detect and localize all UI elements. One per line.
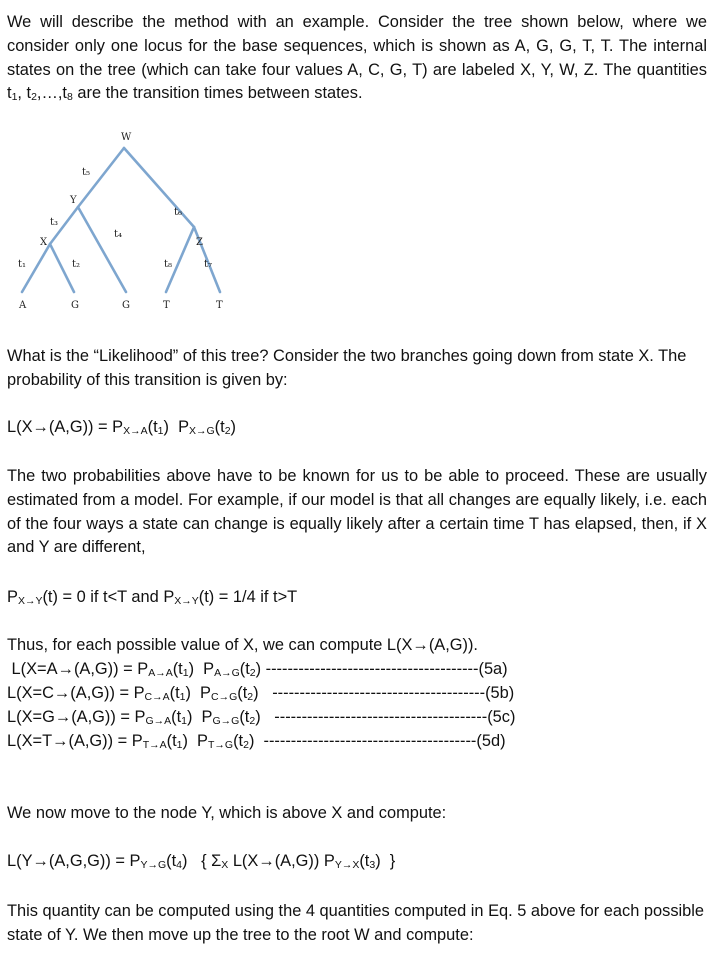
equation-5a: L(X=A→(A,G)) = PA→A(t1) PA→G(t2) ---------------------------------------(5a)	[7, 660, 508, 679]
equation-tag-5a: (5a)	[478, 660, 508, 678]
final-paragraph: This quantity can be computed using the 4 quantities computed in Eq. 5 above for each possible state of Y. We then move up the tree to the root W and compute:	[7, 902, 705, 944]
intro-mid-2: ,…,t	[36, 84, 67, 103]
sub-1: 1	[11, 91, 18, 104]
label-t5: t₅	[82, 167, 91, 178]
label-t7: t₇	[204, 259, 213, 270]
label-t4: t₄	[114, 229, 123, 240]
intro-mid-1: , t	[17, 84, 32, 103]
likelihood-question: What is the “Likelihood” of this tree? Consider the two branches going down from state X. The probability of this transition is given by:	[7, 347, 687, 389]
leaf-g1: G	[71, 300, 79, 311]
label-t1: t₁	[18, 259, 27, 270]
branch-x-g	[50, 244, 74, 292]
eq2-p: P	[7, 588, 18, 606]
eq2-rest2: (t) = 1/4 if t>T	[198, 588, 298, 606]
intro-paragraph	[7, 11, 707, 110]
eq1-end: )	[230, 418, 236, 436]
equation-tag-5b: (5b)	[485, 684, 515, 702]
intro-end: are the transition times between states.	[72, 84, 363, 103]
leaf-t1: T	[163, 300, 170, 311]
eq1-part3: (t	[214, 418, 225, 436]
node-y: Y	[70, 195, 77, 206]
equation-tag-5c: (5c)	[487, 708, 516, 726]
equation-5c: L(X=G→(A,G)) = PG→A(t1) PG→G(t2) ---------------------------------------(5c)	[7, 708, 516, 727]
branch-x-a	[22, 244, 50, 292]
equation-l-y: L(Y→(A,G,G)) = PY→G(t4) { ΣX L(X→(A,G)) PY→X(t3) }	[7, 852, 396, 871]
node-w: W	[121, 132, 132, 143]
sub-8: 8	[66, 91, 73, 104]
label-t6: t₆	[174, 207, 183, 218]
eq2-sub-1: X→Y	[17, 595, 43, 607]
leaf-t2: T	[216, 300, 223, 311]
equation-5d: L(X=T→(A,G)) = PT→A(t1) PT→G(t2) ---------------------------------------(5d)	[7, 732, 506, 751]
node-x: X	[40, 237, 48, 248]
eq1-sub-t2: 2	[224, 425, 231, 437]
eq1-part2: ) P	[163, 418, 189, 436]
node-z: Z	[196, 237, 203, 248]
equation-5b: L(X=C→(A,G)) = PC→A(t1) PC→G(t2) ---------------------------------------(5b)	[7, 684, 515, 703]
eq1-sub-x-g: X→G	[189, 425, 215, 437]
label-t3: t₃	[50, 217, 59, 228]
equation-l-x	[7, 417, 236, 441]
label-t8: t₈	[164, 259, 173, 270]
eq1-part: (t	[147, 418, 158, 436]
label-t2: t₂	[72, 259, 81, 270]
thus-line: Thus, for each possible value of X, we can compute L(X→(A,G)).	[7, 636, 478, 654]
move-to-y-line: We now move to the node Y, which is above X and compute:	[7, 804, 447, 822]
model-paragraph: The two probabilities above have to be known for us to be able to proceed. These are usually estimated from a model. For example, if our model is that all changes are equally likely, i.e. each of the four ways a state can change is equally likely after a certain time T has elapsed, then, if X and Y are different,	[7, 467, 707, 557]
eq1-lhs: L(X→(A,G)) = P	[7, 418, 124, 436]
leaf-a: A	[19, 300, 27, 311]
eq1-sub-x-a: X→A	[123, 425, 148, 437]
branch-w-z	[124, 148, 194, 227]
equation-tag-5d: (5d)	[476, 732, 506, 750]
branch-y-g	[78, 207, 126, 292]
eq1-sub-t1: 1	[157, 425, 164, 437]
eq2-rest: (t) = 0 if t<T and P	[42, 588, 175, 606]
leaf-g2: G	[122, 300, 130, 311]
intro-text: We will describe the method with an example. Consider the tree shown below, where we consider only one locus for the base sequences, which is shown as A, G, G, T, T. The internal states on the tree (which can take four values A, C, G, T) are labeled X, Y, W, Z. The quantities t	[7, 13, 707, 103]
equation-probability-rule	[7, 587, 297, 611]
eq2-sub-2: X→Y	[174, 595, 199, 607]
sub-2: 2	[31, 91, 37, 104]
phylogenetic-tree-figure	[0, 120, 250, 320]
